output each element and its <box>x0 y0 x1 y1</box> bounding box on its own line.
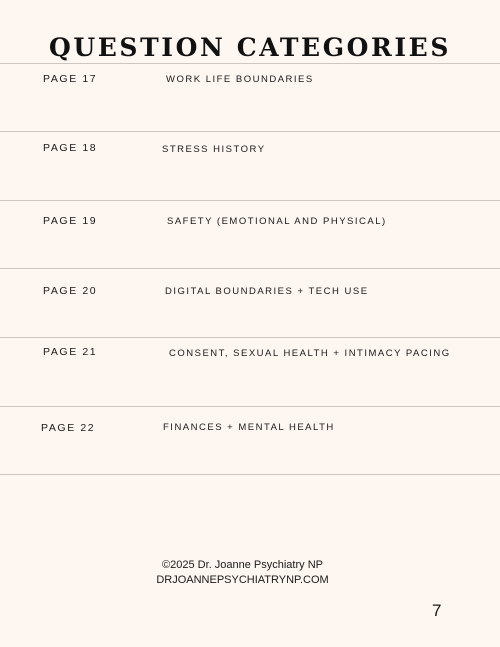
divider <box>0 337 500 338</box>
divider <box>0 131 500 132</box>
category-finances-mental-health: FINANCES + MENTAL HEALTH <box>163 422 335 433</box>
page-label-20: PAGE 20 <box>43 285 98 297</box>
page-label-21: PAGE 21 <box>43 346 98 358</box>
page-title: QUESTION CATEGORIES <box>48 33 451 62</box>
divider <box>0 63 500 64</box>
divider <box>0 200 500 201</box>
footer-website: DRJOANNEPSYCHIATRYNP.COM <box>156 574 329 586</box>
category-work-life-boundaries: WORK LIFE BOUNDARIES <box>166 74 314 85</box>
category-consent-sexual-health: CONSENT, SEXUAL HEALTH + INTIMACY PACING <box>169 348 451 359</box>
category-stress-history: STRESS HISTORY <box>162 144 266 155</box>
page-label-17: PAGE 17 <box>43 73 98 85</box>
divider <box>0 474 500 475</box>
footer-copyright: ©2025 Dr. Joanne Psychiatry NP <box>162 559 323 571</box>
page-label-19: PAGE 19 <box>43 215 98 227</box>
category-digital-boundaries: DIGITAL BOUNDARIES + TECH USE <box>165 286 369 297</box>
divider <box>0 406 500 407</box>
divider <box>0 268 500 269</box>
page-number: 7 <box>432 601 442 620</box>
page-label-18: PAGE 18 <box>43 142 98 154</box>
page-label-22: PAGE 22 <box>41 422 96 434</box>
category-safety: SAFETY (EMOTIONAL AND PHYSICAL) <box>167 216 387 227</box>
